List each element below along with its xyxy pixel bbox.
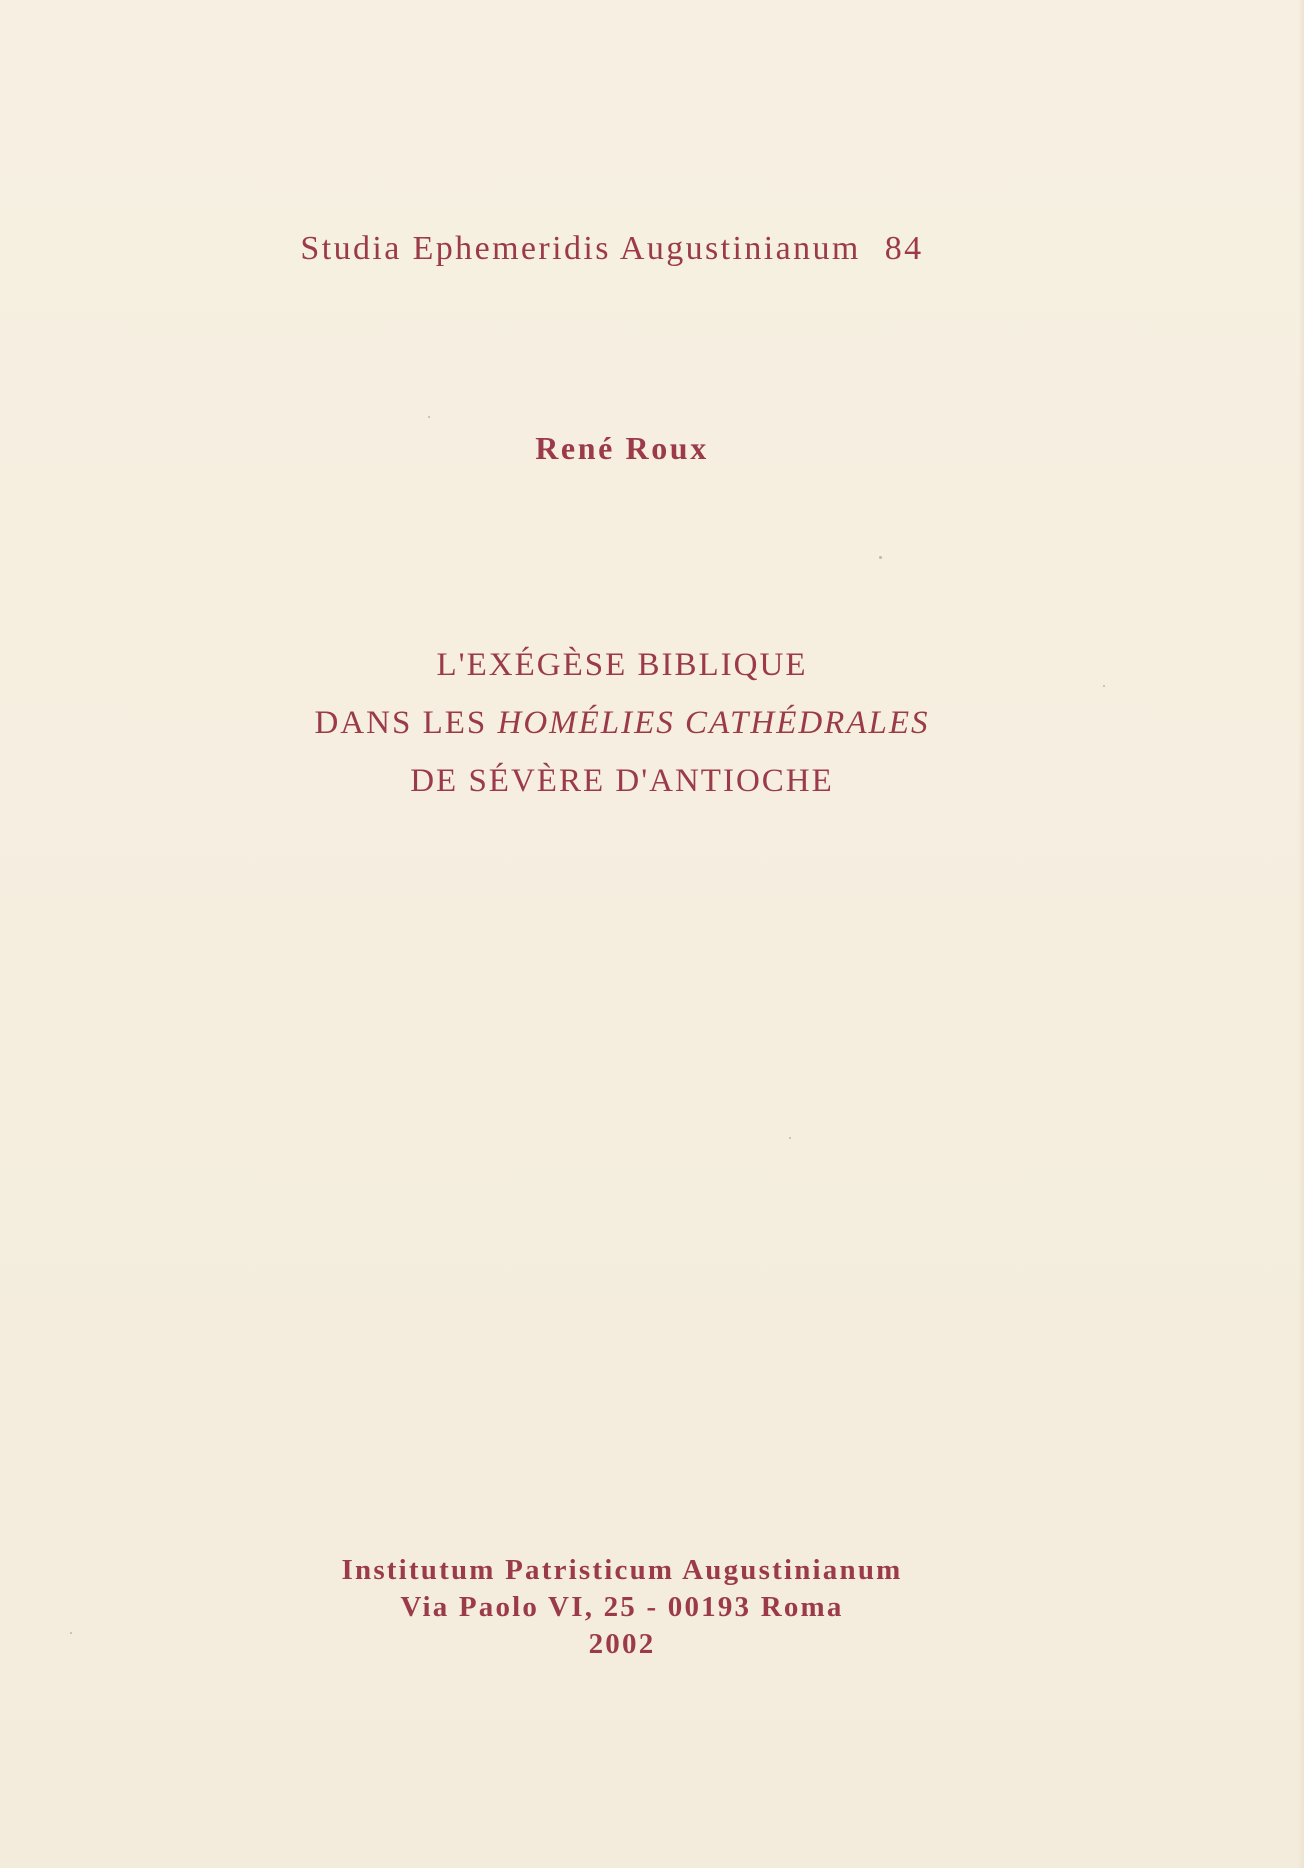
publication-year: 2002	[588, 1628, 656, 1660]
publisher-address: Via Paolo VI, 25 - 00193 Roma	[400, 1591, 844, 1623]
title-line-1: L'EXÉGÈSE BIBLIQUE	[436, 647, 808, 683]
title-line-2-italic: HOMÉLIES CATHÉDRALES	[497, 705, 930, 741]
author-name: René Roux	[535, 430, 709, 466]
paper-speck	[1103, 685, 1105, 687]
title-line-3: DE SÉVÈRE D'ANTIOCHE	[410, 763, 834, 799]
paper-speck	[879, 556, 882, 559]
series-number: 84	[884, 230, 924, 267]
title-line-2	[0, 694, 1274, 752]
publisher-block	[0, 1552, 1274, 1663]
paper-speck	[789, 1137, 791, 1139]
title-line-2-prefix: DANS LES	[314, 705, 498, 741]
series-name: Studia Ephemeridis Augustinianum	[300, 230, 861, 267]
series-line	[0, 230, 1264, 268]
publisher-name: Institutum Patristicum Augustinianum	[341, 1554, 903, 1586]
paper-speck	[70, 1632, 72, 1634]
book-title	[0, 636, 1274, 810]
paper-speck	[428, 416, 430, 418]
